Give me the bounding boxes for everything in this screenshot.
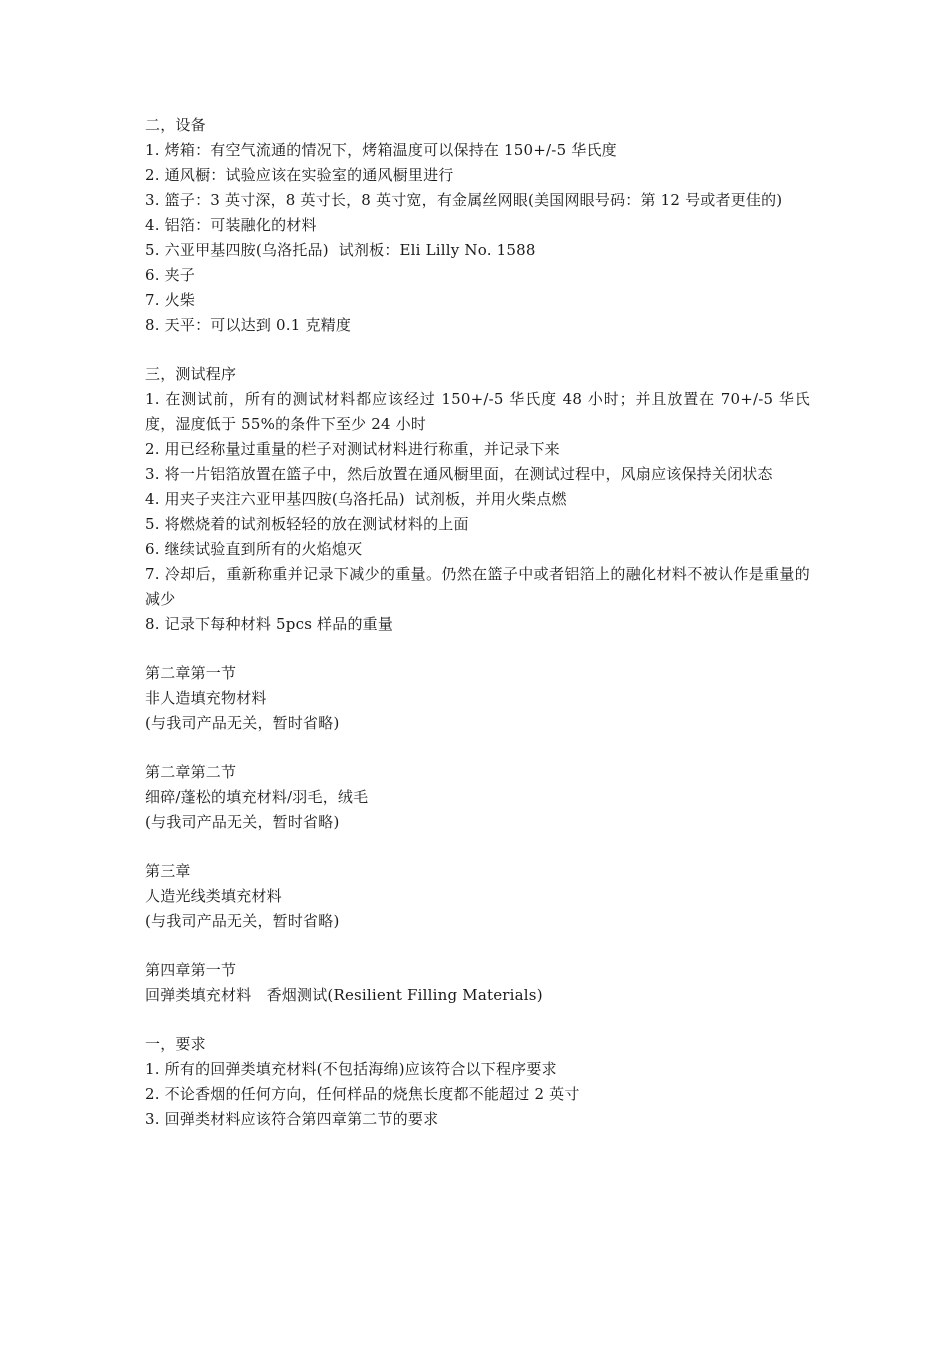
text-line: 三，测试程序 bbox=[145, 365, 237, 383]
text-line: 2. 用已经称量过重量的栏子对测试材料进行称重，并记录下来 bbox=[145, 440, 560, 458]
text-line: 第二章第二节 bbox=[145, 763, 237, 781]
text-line: 8. 记录下每种材料 5pcs 样品的重量 bbox=[145, 615, 394, 633]
text-line: 3. 将一片铝箔放置在篮子中，然后放置在通风橱里面，在测试过程中，风扇应该保持关闭状态 bbox=[145, 465, 773, 483]
text-line: 非人造填充物材料 bbox=[145, 689, 267, 707]
text-line: (与我司产品无关，暂时省略) bbox=[145, 813, 340, 831]
text-line: (与我司产品无关，暂时省略) bbox=[145, 714, 340, 732]
text-line: 第三章 bbox=[145, 862, 191, 880]
paragraph-gap bbox=[145, 637, 810, 661]
text-line: 7. 冷却后，重新称重并记录下减少的重量。仍然在篮子中或者铝箔上的融化材料不被认作是重量的减少 bbox=[145, 565, 810, 608]
text-line: 6. 继续试验直到所有的火焰熄灭 bbox=[145, 540, 363, 558]
text-line: 7. 火柴 bbox=[145, 291, 196, 309]
paragraph-gap bbox=[145, 835, 810, 859]
text-line: 2. 不论香烟的任何方向，任何样品的烧焦长度都不能超过 2 英寸 bbox=[145, 1085, 580, 1103]
text-line: 1. 在测试前，所有的测试材料都应该经过 150+/-5 华氏度 48 小时；并且放置在 70+/-5 华氏度，湿度低于 55%的条件下至少 24 小时 bbox=[145, 390, 810, 433]
text-line: 1. 所有的回弹类填充材料(不包括海绵)应该符合以下程序要求 bbox=[145, 1060, 557, 1078]
text-line: 2. 通风橱：试验应该在实验室的通风橱里进行 bbox=[145, 166, 454, 184]
paragraph-gap bbox=[145, 934, 810, 958]
text-line: 回弹类填充材料 香烟测试(Resilient Filling Materials) bbox=[145, 986, 543, 1004]
text-line: 3. 回弹类材料应该符合第四章第二节的要求 bbox=[145, 1110, 439, 1128]
text-line: 5. 将燃烧着的试剂板轻轻的放在测试材料的上面 bbox=[145, 515, 469, 533]
text-line: 人造光线类填充材料 bbox=[145, 887, 282, 905]
text-line: 4. 用夹子夹注六亚甲基四胺(乌洛托品) 试剂板，并用火柴点燃 bbox=[145, 490, 567, 508]
text-line: 二，设备 bbox=[145, 116, 206, 134]
text-line: 4. 铝箔：可装融化的材料 bbox=[145, 216, 317, 234]
text-line: 细碎/蓬松的填充材料/羽毛，绒毛 bbox=[145, 788, 369, 806]
text-line: 5. 六亚甲基四胺(乌洛托品) 试剂板：Eli Lilly No. 1588 bbox=[145, 241, 536, 259]
paragraph-gap bbox=[145, 1008, 810, 1032]
text-line: 8. 天平：可以达到 0.1 克精度 bbox=[145, 316, 352, 334]
text-line: 1. 烤箱：有空气流通的情况下，烤箱温度可以保持在 150+/-5 华氏度 bbox=[145, 141, 617, 159]
text-line: 3. 篮子：3 英寸深，8 英寸长，8 英寸宽，有金属丝网眼(美国网眼号码：第 12 号或者更佳的) bbox=[145, 191, 783, 209]
text-line: 6. 夹子 bbox=[145, 266, 196, 284]
paragraph-gap bbox=[145, 736, 810, 760]
text-line: 第四章第一节 bbox=[145, 961, 237, 979]
text-line: (与我司产品无关，暂时省略) bbox=[145, 912, 340, 930]
text-line: 第二章第一节 bbox=[145, 664, 237, 682]
text-line: 一，要求 bbox=[145, 1035, 206, 1053]
paragraph-gap bbox=[145, 338, 810, 362]
document-body bbox=[145, 113, 810, 1132]
